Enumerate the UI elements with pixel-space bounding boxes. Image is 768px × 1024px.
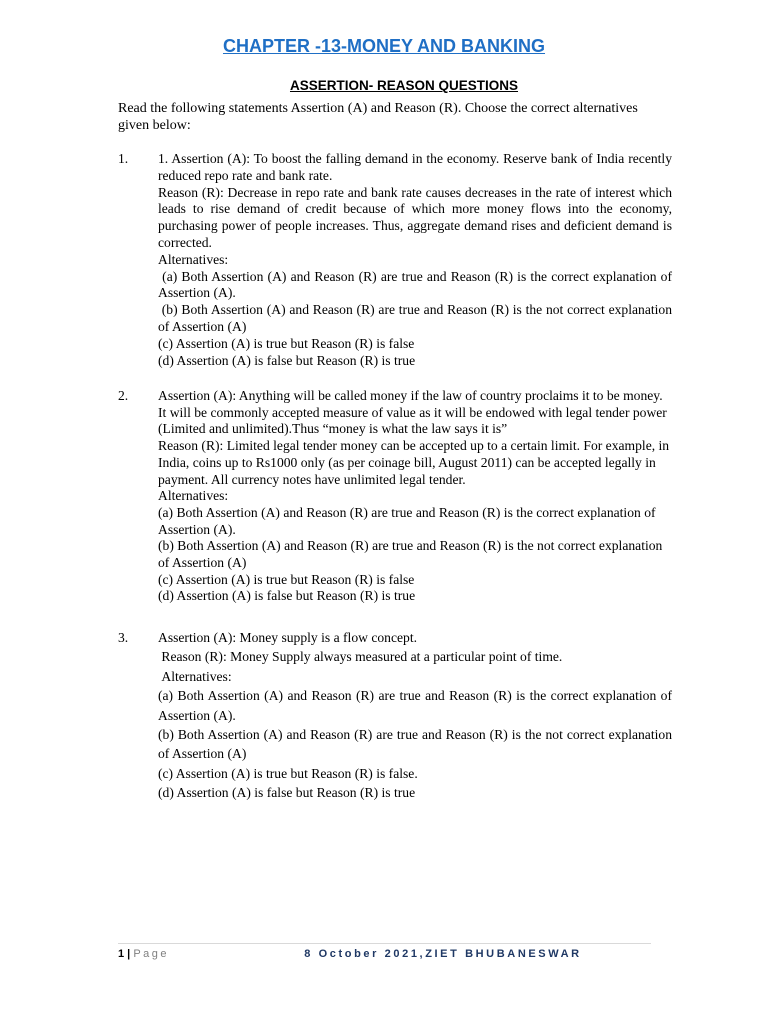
question-number: 3. xyxy=(118,630,129,645)
alternatives-label: Alternatives: xyxy=(158,488,229,504)
section-title: ASSERTION- REASON QUESTIONS xyxy=(289,78,519,93)
option-a: (a) Both Assertion (A) and Reason (R) are true and Reason (R) is the correct explanation of Assertion (A). xyxy=(158,688,672,723)
option-a: (a) Both Assertion (A) and Reason (R) are true and Reason (R) is the correct explanation of Assertion (A). xyxy=(158,268,675,301)
alternatives-label: Alternatives: xyxy=(158,668,232,684)
assertion-text: Assertion (A): Anything will be called money if the law of country proclaims it to be money. It will be commonly accepted measure of value as it will be endowed with legal tender power (Limited and unlimited).Thus “money is what the law says it is” xyxy=(158,388,667,437)
question-number: 2. xyxy=(118,388,129,403)
option-c: (c) Assertion (A) is true but Reason (R) is false xyxy=(158,335,415,351)
option-b: (b) Both Assertion (A) and Reason (R) are true and Reason (R) is the not correct explanation of Assertion (A) xyxy=(158,302,676,334)
reason-text: Reason (R): Limited legal tender money can be accepted up to a certain limit. For example, in India, coins up to Rs1000 only (as per coinage bill, August 2011) can be accepted legally in payment. All currency notes have unlimited legal tender. xyxy=(158,438,670,487)
page-number: 1 xyxy=(118,948,125,960)
option-c: (c) Assertion (A) is true but Reason (R) is false xyxy=(158,571,415,587)
footer-divider xyxy=(118,943,651,944)
footer-date-org: 8 October 2021,ZIET BHUBANESWAR xyxy=(304,948,582,960)
option-b: (b) Both Assertion (A) and Reason (R) are true and Reason (R) is the not correct explanation of Assertion (A) xyxy=(158,538,663,571)
question-3 xyxy=(118,628,672,803)
option-d: (d) Assertion (A) is false but Reason (R) is true xyxy=(158,588,416,604)
question-body xyxy=(158,628,672,803)
question-number: 1. xyxy=(118,151,129,166)
reason-text: Reason (R): Decrease in repo rate and bank rate causes decreases in the rate of interest which leads to rise demand of credit because of which more money flows into the economy, purchasing power of people increases. Thus, aggregate demand rises and deficient demand is corrected. xyxy=(158,184,672,250)
question-body xyxy=(158,388,672,605)
assertion-text: 1. Assertion (A): To boost the falling demand in the economy. Reserve bank of India recently reduced repo rate and bank rate. xyxy=(158,151,672,183)
option-c: (c) Assertion (A) is true but Reason (R) is false. xyxy=(158,765,418,781)
alternatives-label: Alternatives: xyxy=(158,251,229,267)
reason-text: Reason (R): Money Supply always measured at a particular point of time. xyxy=(158,649,563,665)
option-d: (d) Assertion (A) is false but Reason (R) is true xyxy=(158,352,416,368)
option-a: (a) Both Assertion (A) and Reason (R) are true and Reason (R) is the correct explanation of Assertion (A). xyxy=(158,504,656,537)
page-indicator xyxy=(118,948,169,960)
option-b: (b) Both Assertion (A) and Reason (R) are true and Reason (R) is the not correct explanation of Assertion (A) xyxy=(158,727,672,762)
question-2 xyxy=(118,388,672,605)
instructions-text: Read the following statements Assertion (A) and Reason (R). Choose the correct alternatives given below: xyxy=(118,101,638,133)
option-d: (d) Assertion (A) is false but Reason (R) is true xyxy=(158,785,416,801)
page-word: Page xyxy=(133,948,170,960)
assertion-text: Assertion (A): Money supply is a flow concept. xyxy=(158,630,417,645)
page-separator: | xyxy=(124,948,134,960)
page-footer xyxy=(118,948,651,964)
chapter-title: CHAPTER -13-MONEY AND BANKING xyxy=(222,36,546,56)
question-1 xyxy=(118,151,676,369)
question-body xyxy=(158,151,676,369)
